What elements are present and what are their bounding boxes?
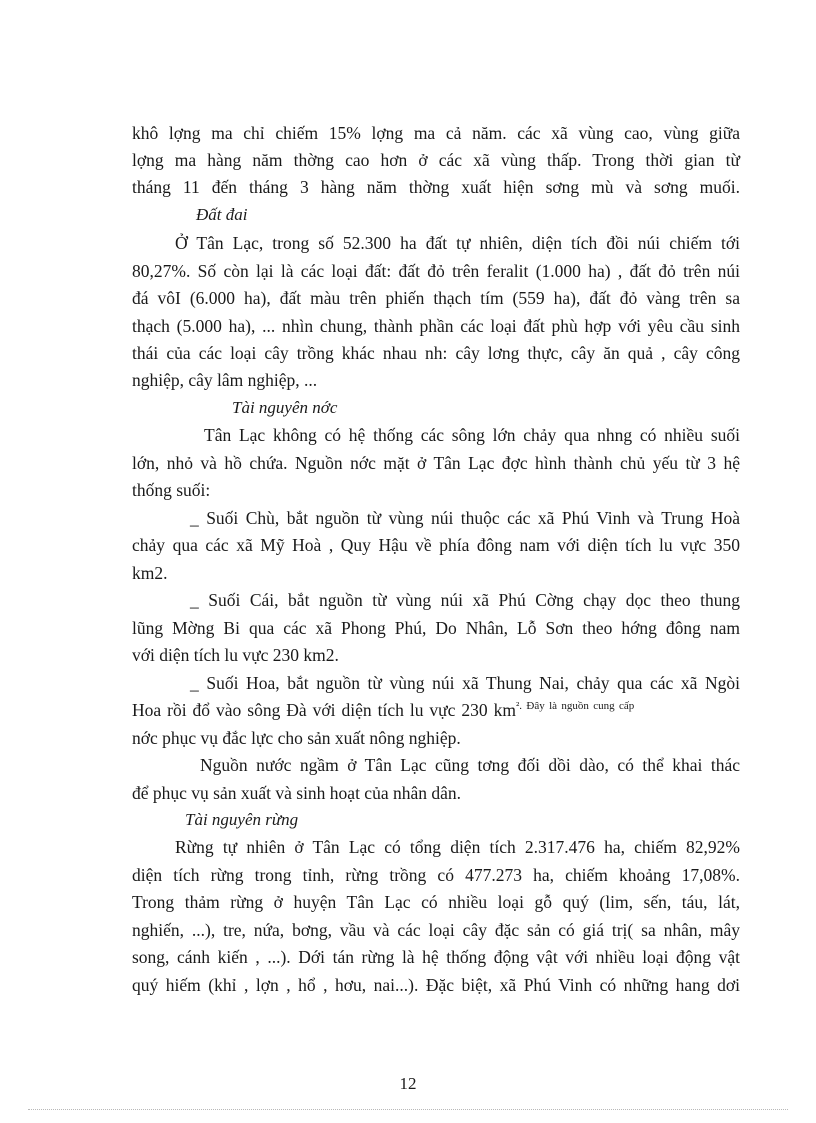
text-line: nớc phục vụ đắc lực cho sản xuất nông nghiệp. (132, 728, 461, 748)
text-line: Tân Lạc không có hệ thống các sông lớn chảy qua nhng có nhiều suối (204, 425, 740, 445)
text-line: để phục vụ sản xuất và sinh hoạt của nhân dân. (132, 783, 462, 803)
text-line: diện tích rừng trong tỉnh, rừng trồng có 477.273 ha, chiếm khoảng 17,08%. (132, 865, 740, 885)
footer-dotted-divider (28, 1109, 788, 1110)
section-heading-dat-dai: Đất đai (196, 205, 248, 224)
text-line: quý hiếm (khỉ , lợn , hổ , hơu, nai...). Đặc biệt, xã Phú Vinh có những hang dơi (132, 975, 740, 995)
text-line: thái của các loại cây trồng khác nhau nh: cây lơng thực, cây ăn quả , cây công (132, 343, 740, 363)
text-line: _ Suối Chù, bắt nguồn từ vùng núi thuộc các xã Phú Vinh và Trung Hoà (190, 508, 740, 528)
text-line: lũng Mờng Bi qua các xã Phong Phú, Do Nhân, Lỗ Sơn theo hớng đông nam (132, 618, 740, 638)
text-line: với diện tích lu vực 230 km2. (132, 645, 339, 665)
text-line: _ Suối Cái, bắt nguồn từ vùng núi xã Phú Cờng chạy dọc theo thung (190, 590, 740, 610)
text-line: Ở Tân Lạc, trong số 52.300 ha đất tự nhiên, diện tích đồi núi chiếm tới (175, 233, 740, 253)
text-line: khô lợng ma chỉ chiếm 15% lợng ma cả năm. các xã vùng cao, vùng giữa (132, 123, 740, 143)
section-heading-tai-nguyen-nuoc: Tài nguyên nớc (232, 398, 338, 417)
text-line: nghiệp, cây lâm nghiệp, ... (132, 370, 318, 390)
text-line: thạch (5.000 ha), ... nhìn chung, thành phần các loại đất phù hợp với yêu cầu sinh (132, 316, 740, 336)
text-line: Nguồn nước ngầm ở Tân Lạc cũng tơng đối dồi dào, có thể khai thác (200, 755, 740, 775)
text-line: song, cánh kiến , ...). Dới tán rừng là hệ thống động vật với nhiều loại động vật (132, 947, 740, 967)
superscript-two: ². Đây là nguồn cung cấp (516, 700, 635, 713)
text-line: Rừng tự nhiên ở Tân Lạc có tổng diện tích 2.317.476 ha, chiếm 82,92% (175, 837, 740, 857)
text-line: lớn, nhỏ và hồ chứa. Nguồn nớc mặt ở Tân Lạc đợc hình thành chủ yếu từ 3 hệ (132, 453, 740, 473)
text-line (132, 698, 740, 722)
page-number: 12 (399, 1074, 417, 1093)
text-line: tháng 11 đến tháng 3 hàng năm thờng xuất hiện sơng mù và sơng muối. (132, 177, 740, 197)
text-line: _ Suối Hoa, bắt nguồn từ vùng núi xã Thung Nai, chảy qua các xã Ngòi (190, 673, 740, 693)
text-line: đá vôI (6.000 ha), đất màu trên phiến thạch tím (559 ha), đất đỏ vàng trên sa (132, 288, 740, 308)
text-line: nghiến, ...), tre, nứa, bơng, vầu và các loại cây đặc sản có giá trị( sa nhân, mây (132, 920, 740, 940)
section-heading-tai-nguyen-rung: Tài nguyên rừng (185, 810, 299, 829)
text-line: km2. (132, 563, 168, 583)
text-line: thống suối: (132, 480, 211, 500)
text-line: lợng ma hàng năm thờng cao hơn ở các xã vùng thấp. Trong thời gian từ (132, 150, 740, 170)
text-line: Trong thảm rừng ở huyện Tân Lạc có nhiều loại gỗ quý (lim, sến, táu, lát, (132, 892, 740, 912)
text-line: chảy qua các xã Mỹ Hoà , Quy Hậu về phía đông nam với diện tích lu vực 350 (132, 535, 740, 555)
text-fragment: Hoa rồi đổ vào sông Đà với diện tích lu vực 230 km (132, 700, 516, 720)
text-line: 80,27%. Số còn lại là các loại đất: đất đỏ trên feralit (1.000 ha) , đất đỏ trên núi (132, 261, 740, 281)
